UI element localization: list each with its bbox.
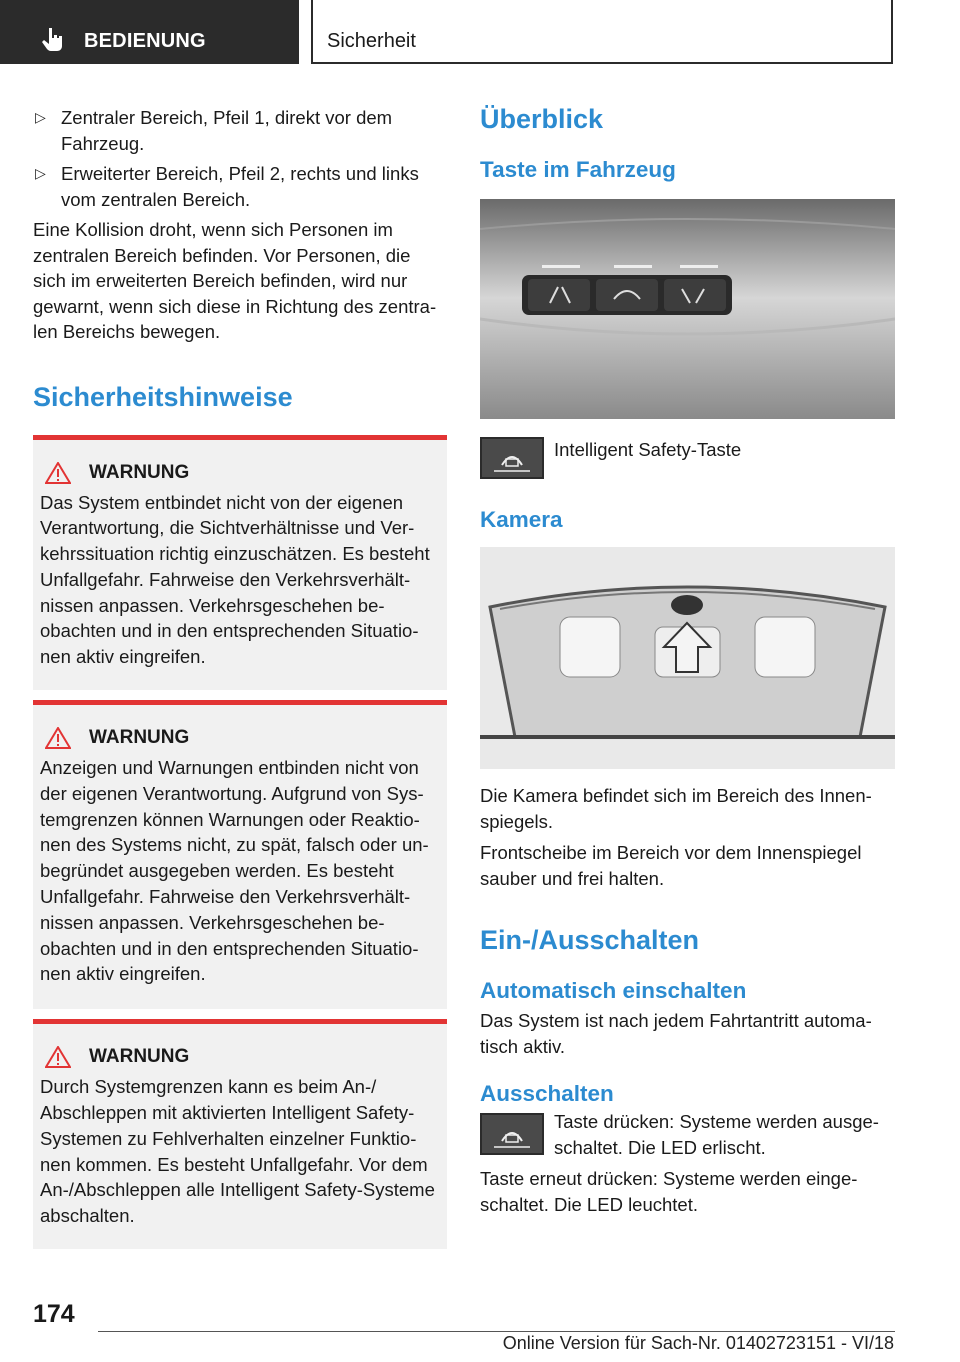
paragraph: Frontscheibe im Bereich vor dem Innenspiegel sauber und frei halten. bbox=[480, 842, 862, 889]
warning-title: WARNUNG bbox=[89, 461, 190, 483]
intelligent-safety-button-icon bbox=[480, 1113, 544, 1155]
left-column bbox=[33, 100, 447, 1249]
subsection-heading: Kamera bbox=[480, 507, 563, 532]
paragraph: Taste drücken: Systeme werden ausgeschaltet. Die LED erlischt. bbox=[554, 1111, 879, 1158]
footer-rule bbox=[98, 1331, 895, 1332]
warning-text: Anzeigen und Warnungen entbinden nicht von der eigenen Verantwortung. Aufgrund von Systemgrenzen können Warnungen oder Reaktionen des Systems nicht, zu spät, falsch oder unbegründet ausgegeben werden. Es besteht Unfallgefahr. Fahrweise den Verkehrsverhältnissen anpassen. Verkehrsgeschehen beobachten und in den entsprechenden Situationen aktiv eingreifen. bbox=[40, 757, 429, 985]
chapter-tab bbox=[0, 0, 299, 64]
subsection-heading: Automatisch einschalten bbox=[480, 978, 747, 1003]
right-column bbox=[480, 100, 895, 1217]
page-number: 174 bbox=[33, 1300, 75, 1328]
section-label: Sicherheit bbox=[327, 30, 416, 52]
list-item: ▷ Erweiterter Bereich, Pfeil 2, rechts und links vom zentralen Bereich. bbox=[35, 163, 419, 210]
warning-text: Durch Systemgrenzen kann es beim An-/ Abschleppen mit aktivierten Intelligent Safety-Systemen zu Fehlverhalten einzelner Funktionen kommen. Es besteht Unfallgefahr. Vor dem An-/Abschleppen alle Intelligent Safety-Systeme abschalten. bbox=[40, 1076, 435, 1227]
warning-box bbox=[33, 435, 447, 691]
list-item: ▷ Zentraler Bereich, Pfeil 1, direkt vor dem Fahrzeug. bbox=[35, 107, 393, 154]
chapter-label: BEDIENUNG bbox=[84, 30, 206, 52]
hand-pointer-icon bbox=[40, 26, 66, 52]
warning-box bbox=[33, 1019, 447, 1249]
warning-triangle-icon bbox=[45, 1046, 71, 1068]
subsection-heading: Taste im Fahrzeug bbox=[480, 157, 676, 182]
triangle-bullet-icon: ▷ bbox=[35, 165, 46, 181]
section-header bbox=[311, 0, 893, 64]
warning-title: WARNUNG bbox=[89, 727, 190, 749]
paragraph: Eine Kollision droht, wenn sich Personen im zentralen Bereich befinden. Vor Personen, die sich im erweiterten Bereich befinden, wird nur gewarnt, wenn sich diese in Richtung des zentralen Bereichs bewegen. bbox=[33, 219, 437, 342]
warning-title: WARNUNG bbox=[89, 1046, 190, 1068]
camera-photo bbox=[480, 547, 895, 769]
paragraph: Die Kamera befindet sich im Bereich des Innenspiegels. bbox=[480, 785, 872, 832]
footer-note: Online Version für Sach-Nr. 01402723151 - VI/18 bbox=[502, 1333, 894, 1353]
subsection-heading: Ausschalten bbox=[480, 1081, 614, 1106]
paragraph: Taste erneut drücken: Systeme werden eingeschaltet. Die LED leuchtet. bbox=[480, 1168, 858, 1215]
button-caption: Intelligent Safety-Taste bbox=[554, 439, 742, 460]
section-heading: Überblick bbox=[480, 104, 604, 134]
section-heading: Sicherheitshinweise bbox=[33, 381, 293, 412]
intelligent-safety-button-icon bbox=[480, 437, 544, 479]
warning-text: Das System entbindet nicht von der eigenen Verantwortung, die Sichtverhältnisse und Verkehrssituation richtig einzuschätzen. Es besteht Unfallgefahr. Fahrweise den Verkehrsverhältnissen anpassen. Verkehrsgeschehen beobachten und in den entsprechenden Situationen aktiv eingreifen. bbox=[40, 491, 430, 668]
button-legend bbox=[480, 437, 895, 479]
button-legend bbox=[480, 1109, 895, 1160]
warning-triangle-icon bbox=[45, 727, 71, 749]
button-panel-photo bbox=[480, 199, 895, 419]
warning-box bbox=[33, 700, 447, 1009]
warning-triangle-icon bbox=[45, 462, 71, 484]
button-panel-image bbox=[480, 199, 895, 419]
triangle-bullet-icon: ▷ bbox=[35, 109, 46, 125]
paragraph: Das System ist nach jedem Fahrtantritt automatisch aktiv. bbox=[480, 1010, 872, 1057]
section-heading: Ein-/Ausschalten bbox=[480, 925, 700, 955]
camera-location-image bbox=[480, 547, 895, 769]
